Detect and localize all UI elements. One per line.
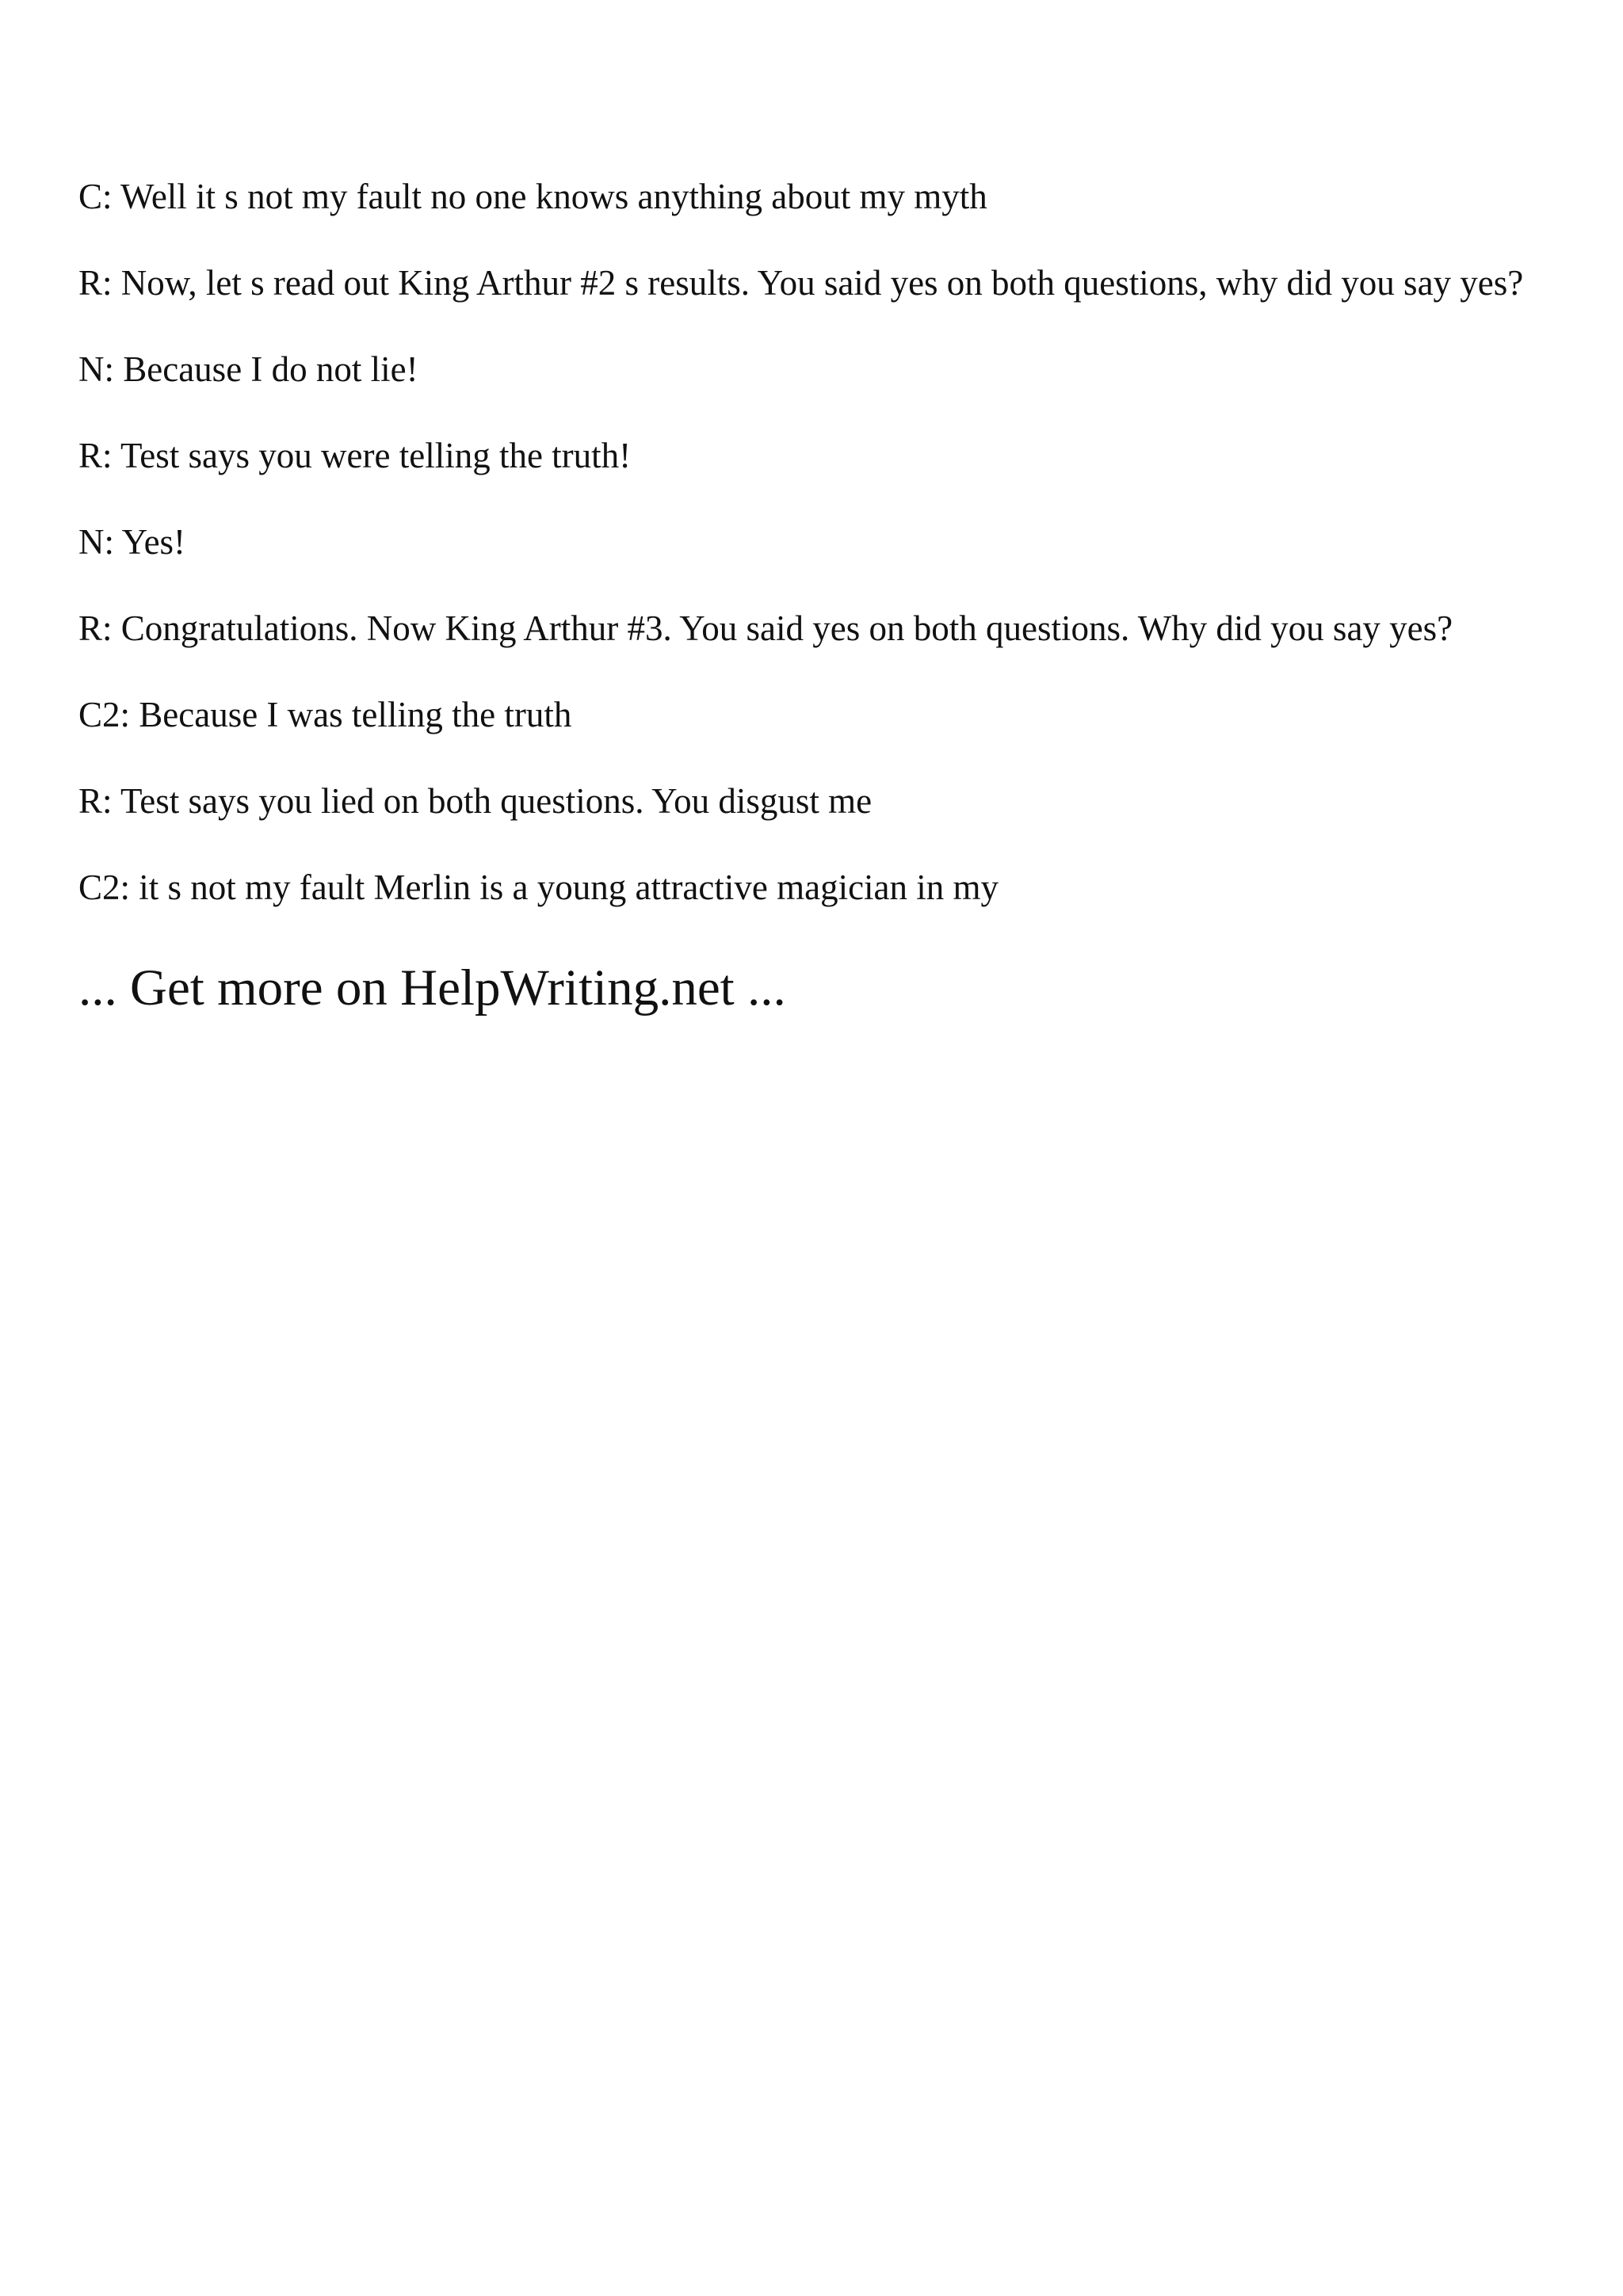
dialogue-line: C2: Because I was telling the truth (78, 695, 572, 734)
dialogue-line: N: Because I do not lie! (78, 349, 418, 389)
dialogue-line: C: Well it s not my fault no one knows anything about my myth (78, 177, 987, 216)
document-body (78, 176, 1552, 1018)
dialogue-line: R: Congratulations. Now King Arthur #3. You said yes on both questions. Why did you say yes? (78, 608, 1453, 648)
dialogue-line: R: Test says you were telling the truth! (78, 436, 632, 475)
dialogue-line: R: Now, let s read out King Arthur #2 s results. You said yes on both questions, why did you say yes? (78, 263, 1524, 303)
dialogue-line: C2: it s not my fault Merlin is a young attractive magician in my (78, 868, 999, 907)
dialogue-line: R: Test says you lied on both questions. You disgust me (78, 781, 873, 821)
get-more-link[interactable]: ... Get more on HelpWriting.net ... (78, 959, 786, 1016)
dialogue-line: N: Yes! (78, 522, 186, 562)
